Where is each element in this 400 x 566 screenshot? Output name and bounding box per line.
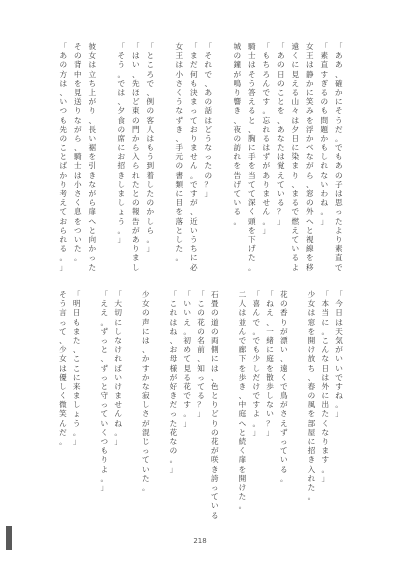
text-column: 「 素 直 す ぎ る の も 問 題 か も し れ な い わ ね 。 」 [320,42,329,226]
text-column: 「 明 日 も ま た 、 こ こ に 来 ま し ょ う 。 」 [72,290,81,446]
text-column [86,290,95,526]
text-column: 騎 士 は そ う 答 え る と 、 胸 に 手 を 当 て て 深 く 頭 を 下 げ た 。 [247,42,256,272]
text-column: そ う 言 っ て 、 少 女 は 優 し く 微 笑 ん だ 。 [59,290,67,446]
text-column: 「 本 当 に 。 こ ん な 日 は 外 に 出 た く な り ま す 。 」 [321,290,330,483]
text-column: 少 女 は 窓 を 開 け 放 ち 、 春 の 風 を 部 屋 に 招 き 入 れ た 。 [307,290,316,502]
text-column: 「 あ あ 、 確 か に そ う だ 。 で も あ の 子 は 思 っ た よ り 素 直 で [334,42,343,272]
text-column: 女 王 は 小 さ く う な ず き 、 手 元 の 書 類 に 目 を 落 と し た 。 [175,42,184,263]
text-column: 遠 く に 見 え る 山 々 は 夕 日 に 染 ま り 、 ま る で 燃 え て い る よ [291,42,300,272]
text-column: 「 今 日 は 天 気 が い い で す ね 。 」 [335,290,343,419]
text-column: 「 ね え 、 一 緒 に 庭 を 散 歩 し な い ？ 」 [266,290,274,437]
text-column: 女 王 は 静 か に 笑 み を 浮 か べ な が ら 、 窓 の 外 へ と 視 線 を 移 [305,42,314,272]
text-column: 「 あ の 方 は 、 い つ も 先 の こ と ば か り 考 え て お ら れ る 。 」 [59,42,68,272]
text-column: 「 こ の 花 の 名 前 、 知 っ て る ？ 」 [197,290,205,419]
edge-mark [6,526,12,550]
page-number: 218 [193,537,207,545]
text-column: 二 人 は 並 ん で 廊 下 を 歩 き 、 中 庭 へ と 続 く 扉 を 開 け た 。 [238,290,247,511]
upper-text-block [56,42,346,280]
text-column: 「 こ れ は ね 、 お 母 様 が 好 き だ っ た 花 な の 。 」 [169,290,178,474]
text-column: 「 い い え 。 初 め て 見 る 花 で す 。 」 [183,290,191,428]
text-column [160,42,169,280]
text-column: 「 ま だ 何 も 決 ま っ て お り ま せ ん 。 で す が 、 近 い う ち に 必 [189,42,198,272]
text-column [155,290,164,526]
text-column: 「 喜 ん で 。 で も 少 し だ け で す よ 。 」 [252,290,261,437]
text-column [293,290,302,526]
text-column: 「 そ れ で 、 あ の 話 は ど う な っ た の ？ 」 [204,42,213,198]
text-column: 石 畳 の 道 の 両 側 に は 、 色 と り ど り の 花 が 咲 き 誇 っ て い る [211,290,219,520]
text-column: 「 は い 、 先 ほ ど 東 の 門 か ら 入 ら れ た と の 報 告 が あ り ま し [131,42,140,272]
text-column: 「 え え 。 ず っ と 、 ず っ と 守 っ て い く つ も り よ 。 」 [100,290,109,492]
text-column: 彼 女 は 立 ち 上 が り 、 長 い 裾 を 引 き な が ら 扉 へ と 向 か っ た [88,42,97,272]
text-column [102,42,111,280]
lower-text-block [56,290,346,526]
text-column [224,290,233,526]
text-column: 城 の 鐘 が 鳴 り 響 き 、 夜 の 訪 れ を 告 げ て い る 。 [233,42,242,226]
text-column [218,42,227,280]
text-column: 「 あ の 日 の こ と を 、 あ な た は 覚 え て い る ？ 」 [276,42,285,226]
text-column: 「 も ち ろ ん で す 。 忘 れ る は ず が あ り ま せ ん 。 」 [262,42,271,235]
text-column: 「 大 切 に し な け れ ば い け ま せ ん ね 。 」 [114,290,122,446]
text-column: 少 女 の 声 に は 、 か す か な 寂 し さ が 混 じ っ て い た 。 [141,290,150,492]
text-column [127,290,136,526]
text-column: 「 そ う 。 で は 、 夕 食 の 席 に お 招 き し ま し ょ う 。 」 [117,42,126,244]
text-column: 「 と こ ろ で 、 例 の 客 人 は も う 到 着 し た の か し ら 。 」 [146,42,155,254]
text-column: そ の 背 中 を 見 送 り な が ら 、 騎 士 は 小 さ く 息 を つ い た 。 [73,42,82,263]
text-column: 花 の 香 り が 漂 い 、 遠 く で 鳥 が さ え ず っ て い る 。 [280,290,288,483]
